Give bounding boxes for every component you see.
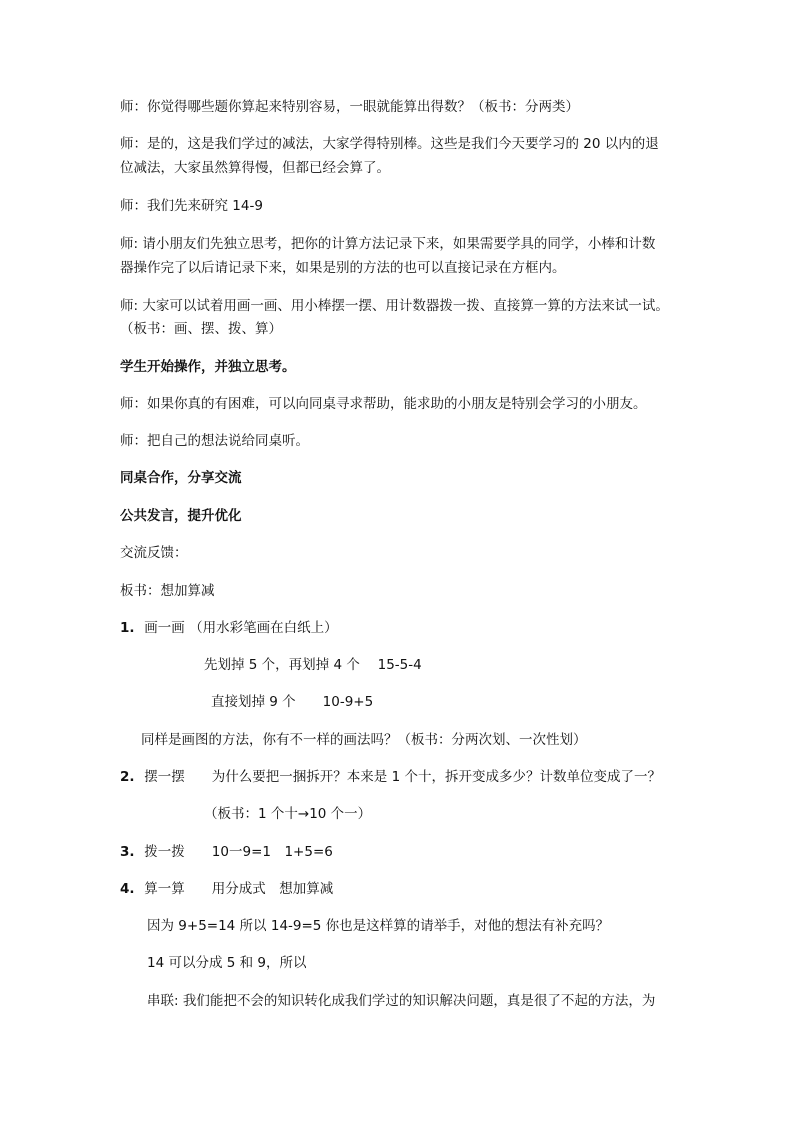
list-item-2 [120,766,661,788]
text-line: 交流反馈： [120,545,188,561]
text-line: 先划掉 5 个，再划掉 4 个 15-5-4 [204,657,422,673]
list-number: 3. [120,844,135,860]
list-item-1 [120,617,338,639]
text-line: 师：把自己的想法说给同桌听。 [120,433,309,449]
text-line: 师：是的，这是我们学过的减法，大家学得特别棒。这些是我们今天要学习的 20 以内的退 [120,136,659,152]
text-line: （板书：画、摆、拨、算） [120,321,282,337]
text-line: 直接划掉 9 个 10-9+5 [211,694,374,710]
text-line: 师: 大家可以试着用画一画、用小棒摆一摆、用计数器拨一拨、直接算一算的方法来试一试。 [120,298,669,314]
list-number: 2. [120,769,135,785]
text-line: 师: 请小朋友们先独立思考，把你的计算方法记录下来，如果需要学具的同学，小棒和计数 [120,236,656,252]
text-line: 师：我们先来研究 14-9 [120,198,263,214]
list-number: 1. [120,620,135,636]
text-line: 板书：想加算减 [120,583,215,599]
list-item-text: 摆一摆 为什么要把一捆拆开？本来是 1 个十，拆开变成多少？计数单位变成了一？ [144,769,661,785]
bold-heading: 同桌合作，分享交流 [120,470,242,486]
text-line: 14 可以分成 5 和 9，所以 [147,955,307,971]
list-item-text: 拨一拨 10一9=1 1+5=6 [144,844,333,860]
text-line: 师：你觉得哪些题你算起来特别容易，一眼就能算出得数？（板书：分两类） [120,99,579,115]
text-line: 串联: 我们能把不会的知识转化成我们学过的知识解决问题，真是很了不起的方法，为 [147,993,656,1009]
text-line: 师：如果你真的有困难，可以向同桌寻求帮助，能求助的小朋友是特别会学习的小朋友。 [120,396,647,412]
bold-heading: 学生开始操作，并独立思考。 [120,359,296,375]
text-line: 位减法，大家虽然算得慢，但都已经会算了。 [120,160,390,176]
text-line: 器操作完了以后请记录下来，如果是别的方法的也可以直接记录在方框内。 [120,260,566,276]
text-line: 同样是画图的方法，你有不一样的画法吗？（板书：分两次划、一次性划） [141,732,587,748]
text-line: （板书：1 个十→10 个一） [204,806,372,822]
text-line: 因为 9+5=14 所以 14-9=5 你也是这样算的请举手，对他的想法有补充吗？ [147,918,610,934]
bold-heading: 公共发言，提升优化 [120,508,242,524]
list-item-3 [120,841,333,863]
list-item-4 [120,878,333,900]
list-item-text: 算一算 用分成式 想加算减 [144,881,334,897]
list-number: 4. [120,881,135,897]
list-item-text: 画一画 （用水彩笔画在白纸上） [144,620,338,636]
